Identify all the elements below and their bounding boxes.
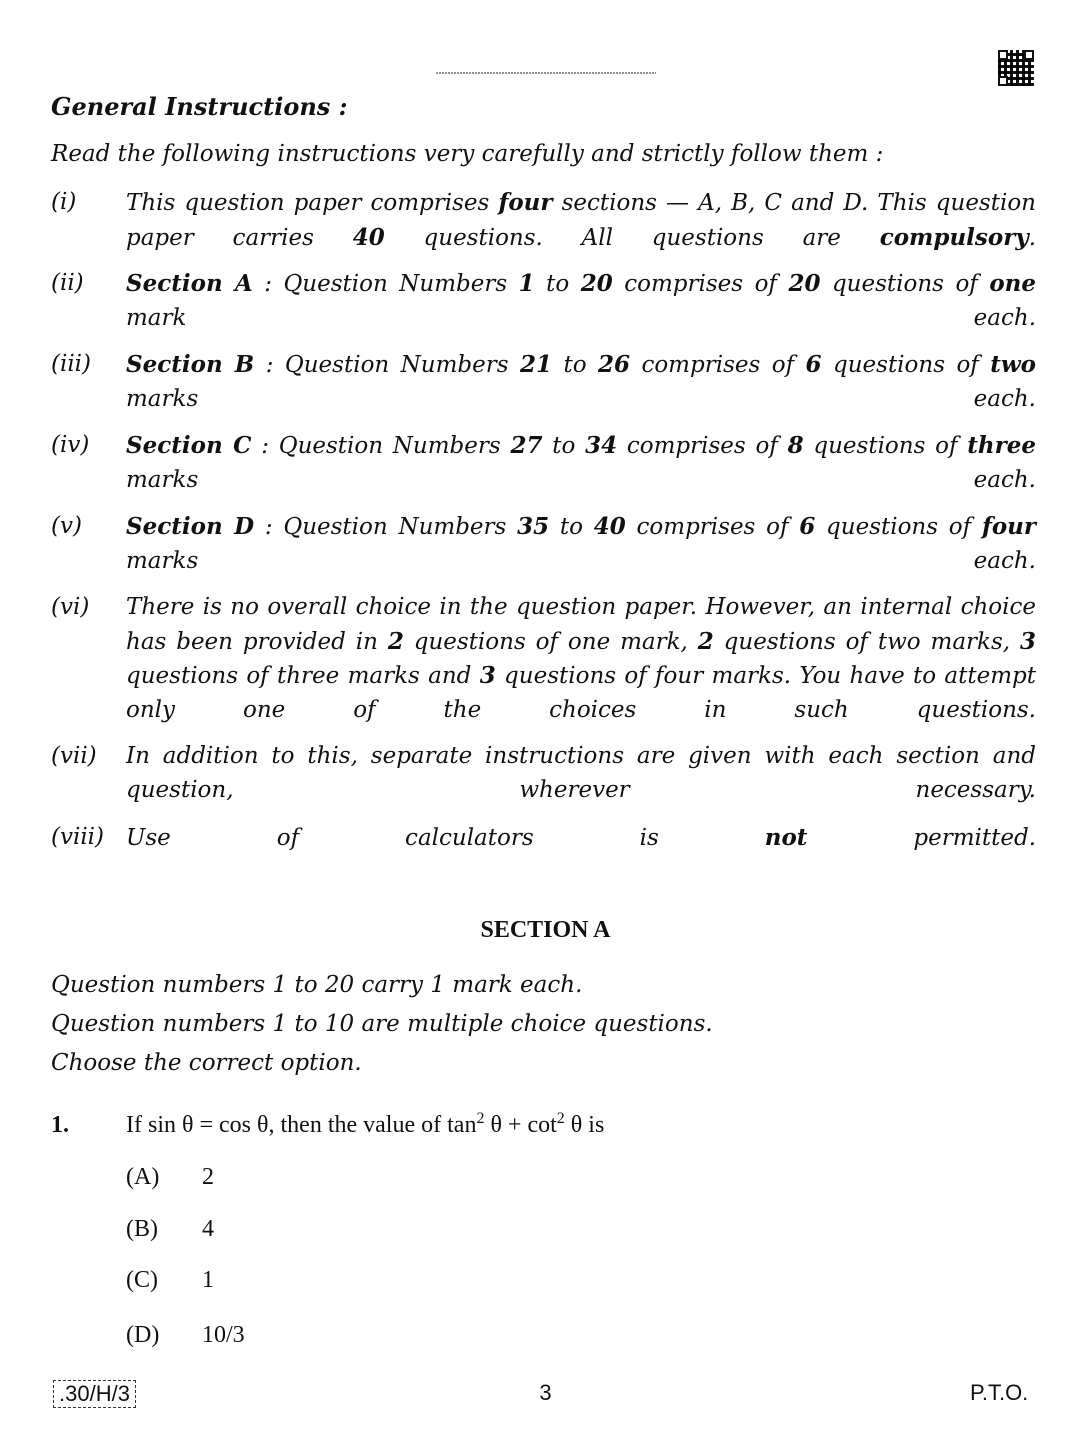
instruction-item-iv: (iv) Section C : Question Numbers 27 to 34 comprises of 8 questions of three marks each. <box>51 432 1036 493</box>
question-text: If sin θ = cos θ, then the value of $\tan^2 \theta + \cot^2 \theta$ is <box>126 1110 605 1138</box>
general-instructions-title: General Instructions : <box>51 92 348 121</box>
micro-text-line <box>436 72 656 74</box>
question-number: 1. <box>51 1112 69 1138</box>
instruction-item-v: (v) Section D : Question Numbers 35 to 40 comprises of 6 questions of four marks each. <box>51 513 1037 574</box>
instruction-item-ii: (ii) Section A : Question Numbers 1 to 20 comprises of 20 questions of one mark each. <box>51 270 1037 331</box>
page-number: 3 <box>539 1380 552 1405</box>
instruction-item-vii: (vii) In addition to this, separate instructions are given with each section and question, wherever necessary. <box>51 743 1036 803</box>
instruction-item-iii: (iii) Section B : Question Numbers 21 to 26 comprises of 6 questions of two marks each. <box>51 351 1037 412</box>
section-a-title: SECTION A <box>480 917 611 943</box>
pto-label: P.T.O. <box>970 1380 1029 1405</box>
instruction-item-viii: (viii) Use of calculators is not permitted. <box>51 824 1036 851</box>
qr-code-icon <box>998 50 1034 86</box>
section-a-note-2: Question numbers 1 to 10 are multiple choice questions. <box>51 1011 713 1037</box>
section-a-note-1: Question numbers 1 to 20 carry 1 mark each. <box>51 972 583 998</box>
instructions-intro: Read the following instructions very carefully and strictly follow them : <box>51 141 884 167</box>
instruction-item-i: (i) This question paper comprises four sections — A, B, C and D. This question paper carries 40 questions. All questions are compulsory. <box>51 189 1036 251</box>
paper-code: .30/H/3 <box>53 1380 136 1408</box>
instruction-item-vi: (vi) There is no overall choice in the question paper. However, an internal choice has been provided in 2 questions of one mark, 2 questions of two marks, 3 questions of three marks and 3 questions of four marks. You have to attempt only one of the choices in such questions. <box>51 594 1036 723</box>
section-a-note-3: Choose the correct option. <box>51 1050 362 1076</box>
